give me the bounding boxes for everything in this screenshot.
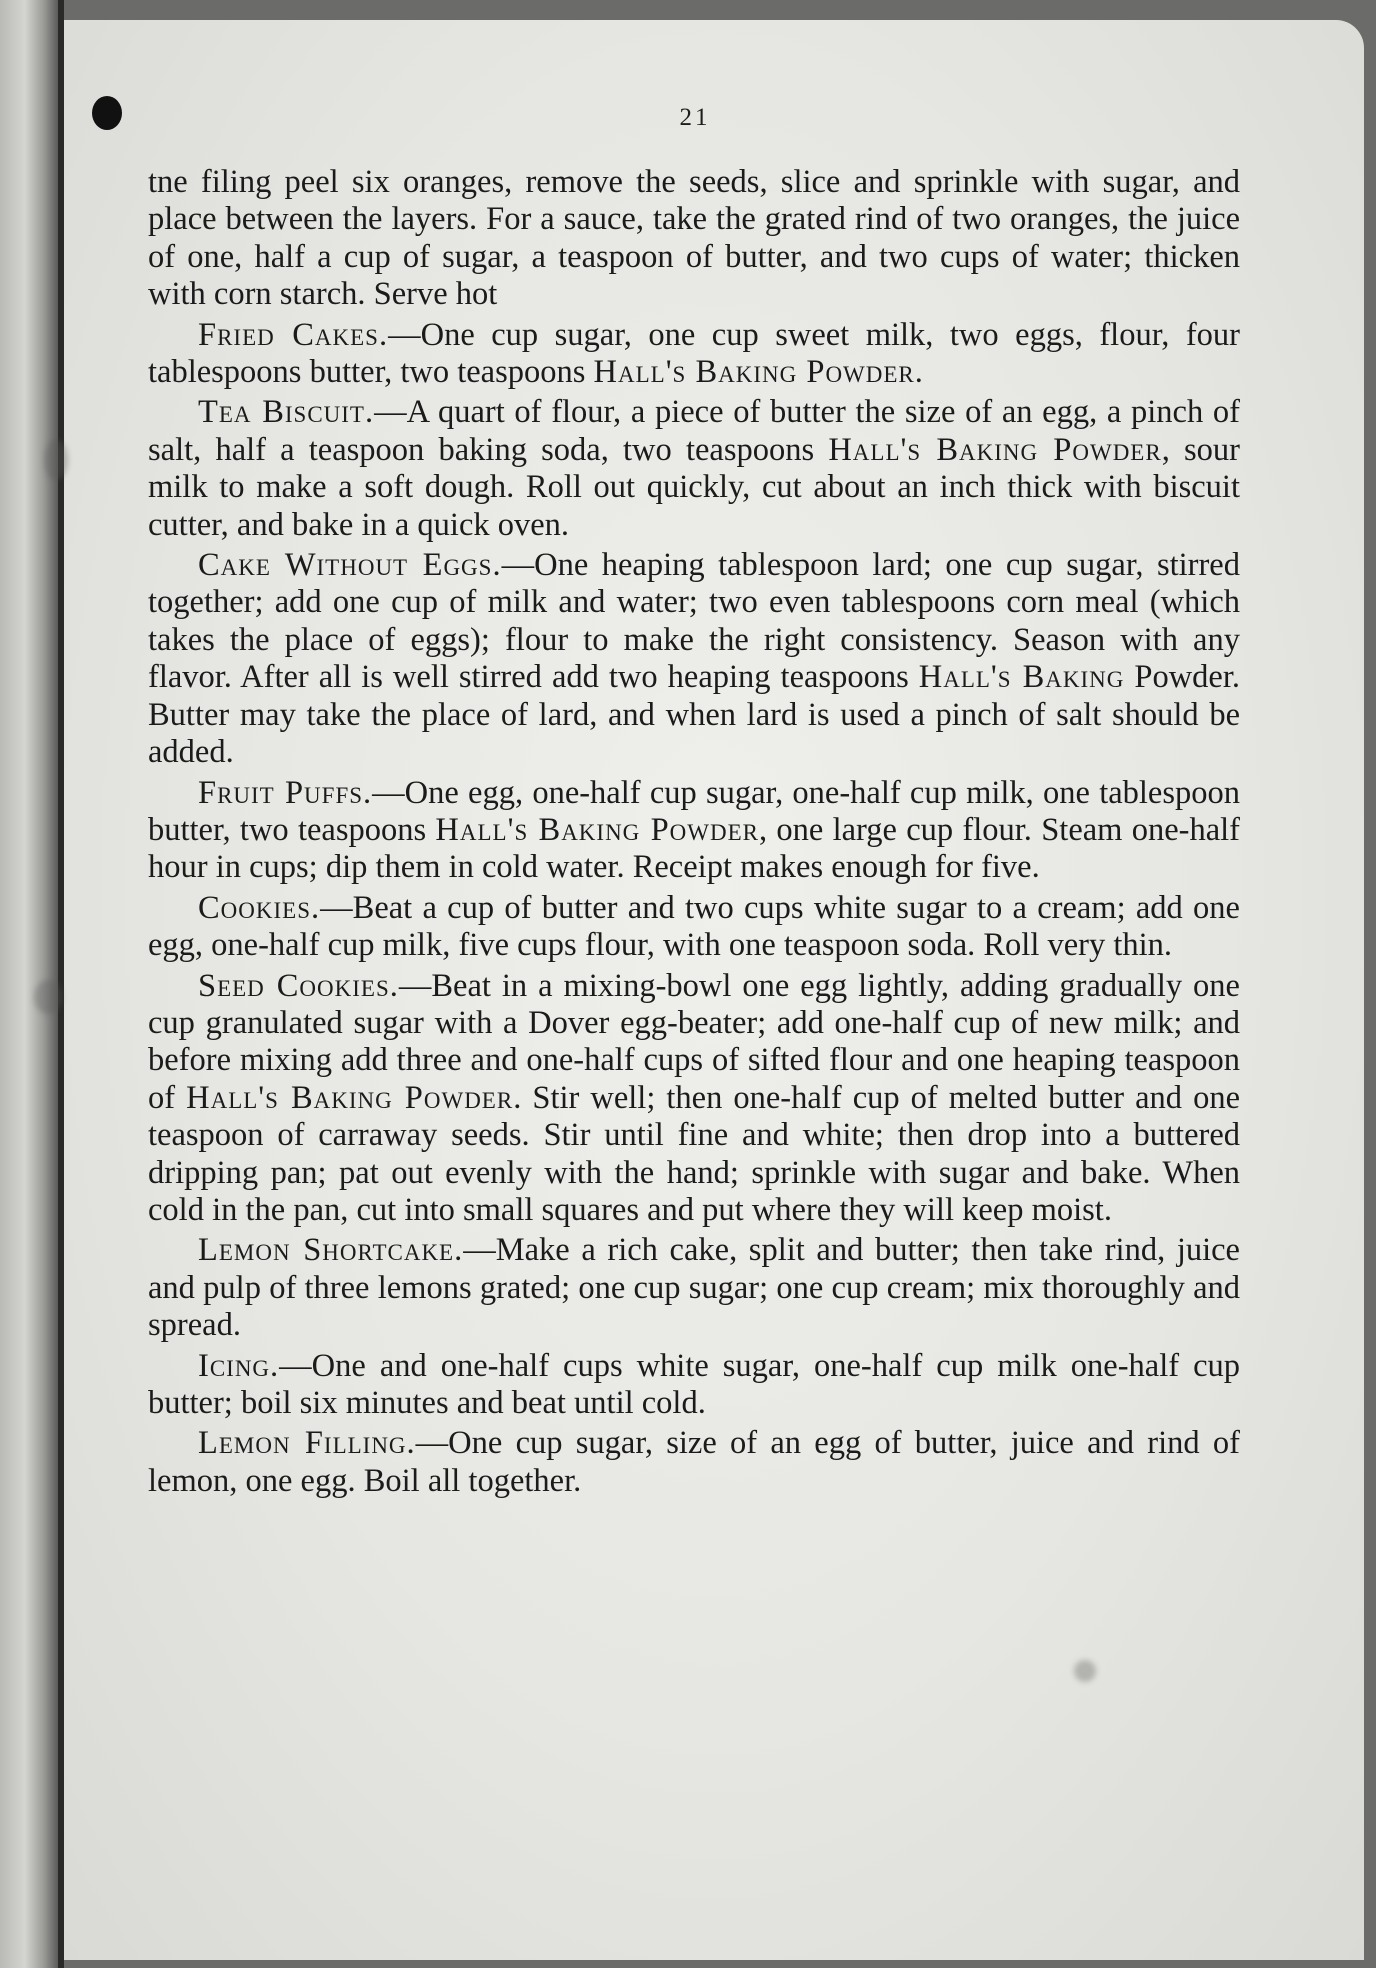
recipe-body: , one large cup flour. Steam one-half hour in cups; dip them in cold water. Receipt makes enough for five. bbox=[148, 811, 1241, 886]
stain bbox=[44, 440, 68, 480]
recipe-body: tne filing peel six oranges, remove the seeds, slice and sprinkle with sugar, and place between the layers. For a sauce, take the grated rind of two oranges, the juice of one, half a cup of sugar, a teaspoon of butter, and two cups of water; thicken with corn starch. Serve hot bbox=[148, 164, 1240, 313]
recipe-paragraph bbox=[148, 775, 1240, 887]
recipe-paragraph bbox=[148, 1348, 1240, 1423]
recipe-body: —One cup sugar, size of an egg of butter, juice and rind of lemon, one egg. Boil all together. bbox=[148, 1425, 1240, 1499]
recipe-paragraph bbox=[148, 1232, 1240, 1344]
recipe-body: Powder. Butter may take the place of lard, and when lard is used a pinch of salt should be added. bbox=[148, 659, 1240, 771]
recipe-body: —Beat a cup of butter and two cups white sugar to a cream; add one egg, one-half cup milk, five cups flour, with one teaspoon soda. Roll very thin. bbox=[148, 889, 1240, 964]
stain bbox=[1074, 1660, 1096, 1682]
recipe-body: . bbox=[914, 354, 923, 391]
recipe-body: —One egg, one-half cup sugar, one-half cup milk, one tablespoon butter, two teaspoons bbox=[148, 774, 1240, 848]
recipe-body: , sour milk to make a soft dough. Roll out quickly, cut about an inch thick with biscuit cutter, and bake in a quick oven. bbox=[148, 431, 1240, 543]
recipe-paragraph bbox=[148, 890, 1240, 965]
page-number: 21 bbox=[679, 104, 711, 131]
recipe-title: Fruit Puffs. bbox=[198, 774, 373, 811]
recipe-title: Lemon Shortcake. bbox=[198, 1232, 464, 1269]
brand-name: Hall's Baking Powder bbox=[186, 1079, 514, 1116]
recipe-title: Icing. bbox=[198, 1347, 280, 1384]
recipe-body: —One and one-half cups white sugar, one-half cup milk one-half cup butter; boil six minutes and beat until cold. bbox=[148, 1347, 1240, 1421]
recipe-title: Fried Cakes. bbox=[198, 316, 389, 353]
recipe-paragraph bbox=[148, 968, 1240, 1230]
recipe-paragraph bbox=[148, 394, 1240, 544]
recipe-body: —A quart of flour, a piece of butter the size of an egg, a pinch of salt, half a teaspoon baking soda, two teaspoons bbox=[148, 394, 1240, 468]
recipe-title: Cake Without Eggs. bbox=[198, 547, 502, 584]
recipe-body: . Stir well; then one-half cup of melted butter and one teaspoon of carraway seeds. Stir until fine and white; then drop into a buttered dripping pan; pat out evenly with the hand; sprinkle with sugar and bake. When cold in the pan, cut into small squares and put where they will keep moist. bbox=[148, 1079, 1241, 1228]
recipe-body: —Make a rich cake, split and butter; then take rind, juice and pulp of three lemons grated; one cup sugar; one cup cream; mix thoroughly and spread. bbox=[148, 1232, 1240, 1344]
recipe-paragraph bbox=[148, 317, 1240, 392]
recipe-title: Lemon Filling. bbox=[198, 1425, 416, 1462]
brand-name: Hall's Baking Powder bbox=[593, 354, 915, 391]
stain bbox=[34, 980, 62, 1014]
recipe-body: —One heaping tablespoon lard; one cup sugar, stirred together; add one cup of milk and water; two even tablespoons corn meal (which takes the place of eggs); flour to make the right consistency. Season with any flavor. After all is well stirred add two heaping teaspoons bbox=[148, 547, 1240, 696]
recipe-paragraph bbox=[148, 164, 1240, 314]
brand-name: Hall's Baking bbox=[918, 659, 1125, 696]
recipe-paragraph bbox=[148, 547, 1240, 771]
recipe-text bbox=[148, 164, 1240, 1503]
brand-name: Hall's Baking Powder bbox=[828, 431, 1162, 468]
recipe-title: Cookies. bbox=[198, 889, 321, 926]
recipe-title: Seed Cookies. bbox=[198, 967, 399, 1004]
recipe-body: —Beat in a mixing-bowl one egg lightly, adding gradually one cup granulated sugar with a Dover egg-beater; add one-half cup of new milk; and before mixing add three and one-half cups of sifted flour and one heaping teaspoon of bbox=[148, 967, 1240, 1116]
recipe-body: —One cup sugar, one cup sweet milk, two eggs, flour, four tablespoons butter, two teaspoons bbox=[148, 316, 1240, 391]
recipe-paragraph bbox=[148, 1425, 1240, 1500]
brand-name: Hall's Baking Powder bbox=[435, 811, 759, 848]
recipe-title: Tea Biscuit. bbox=[198, 394, 375, 431]
binding-hole bbox=[92, 96, 122, 130]
